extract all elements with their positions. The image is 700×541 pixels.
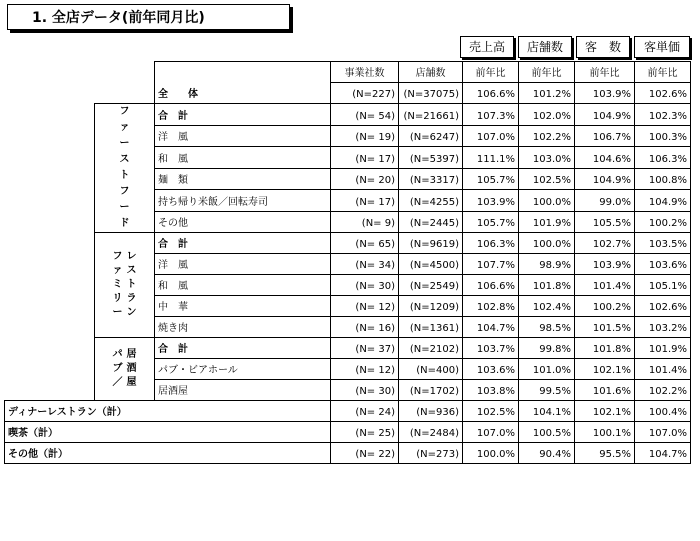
yoy-value-cell: 105.7%: [463, 211, 519, 233]
stores-count-cell: (N=1702): [399, 380, 463, 401]
yoy-value-cell: 103.7%: [463, 338, 519, 359]
metric-header-sales: 売上高: [460, 36, 514, 58]
data-table: [4, 61, 691, 464]
stores-count-cell: (N=400): [399, 359, 463, 380]
yoy-value-cell: 106.3%: [635, 147, 691, 169]
companies-count-cell: (N= 25): [331, 422, 399, 443]
companies-count-cell: (N= 65): [331, 233, 399, 254]
yoy-value-cell: 100.1%: [575, 422, 635, 443]
yoy-value-cell: 106.7%: [575, 125, 635, 147]
stores-count-cell: (N=6247): [399, 125, 463, 147]
yoy-value-cell: 106.6%: [463, 83, 519, 104]
yoy-value-cell: 100.2%: [575, 296, 635, 317]
stores-count-cell: (N=4500): [399, 254, 463, 275]
yoy-value-cell: 103.9%: [575, 254, 635, 275]
row-label: 和 風: [155, 275, 331, 296]
yoy-value-cell: 104.9%: [575, 104, 635, 126]
yoy-value-cell: 101.9%: [519, 211, 575, 233]
yoy-value-cell: 102.1%: [575, 401, 635, 422]
companies-count-cell: (N=227): [331, 83, 399, 104]
yoy-value-cell: 101.0%: [519, 359, 575, 380]
stores-count-cell: (N=9619): [399, 233, 463, 254]
yoy-value-cell: 101.9%: [635, 338, 691, 359]
yoy-value-cell: 98.9%: [519, 254, 575, 275]
row-label-total: ディナーレストラン（計）: [5, 401, 331, 422]
row-label: パブ・ビアホール: [155, 359, 331, 380]
yoy-value-cell: 101.8%: [519, 275, 575, 296]
yoy-value-cell: 105.7%: [463, 168, 519, 190]
metric-header-unit-price: 客単価: [634, 36, 690, 58]
blank-cell: [5, 233, 95, 338]
yoy-value-cell: 101.4%: [635, 359, 691, 380]
page-title-text: 1. 全店データ(前年同月比): [32, 10, 205, 26]
yoy-value-cell: 104.9%: [635, 190, 691, 212]
yoy-value-cell: 100.8%: [635, 168, 691, 190]
yoy-value-cell: 103.8%: [463, 380, 519, 401]
yoy-value-cell: 103.9%: [463, 190, 519, 212]
yoy-value-cell: 111.1%: [463, 147, 519, 169]
stores-count-cell: (N=273): [399, 443, 463, 464]
yoy-value-cell: 106.3%: [463, 233, 519, 254]
blank-cell: [5, 338, 95, 401]
blank-header-cell: [155, 62, 331, 83]
row-label: 焼き肉: [155, 317, 331, 338]
category-total-row: [5, 443, 691, 464]
companies-count-cell: (N= 20): [331, 168, 399, 190]
yoy-value-cell: 100.0%: [519, 190, 575, 212]
stores-header-cell: 店舗数: [399, 62, 463, 83]
yoy-value-cell: 102.4%: [519, 296, 575, 317]
yoy-value-cell: 98.5%: [519, 317, 575, 338]
yoy-value-cell: 107.7%: [463, 254, 519, 275]
companies-count-cell: (N= 19): [331, 125, 399, 147]
group-name-text: ファミリー: [112, 251, 123, 318]
blank-cell: [95, 62, 155, 83]
companies-count-cell: (N= 12): [331, 296, 399, 317]
yoy-value-cell: 105.5%: [575, 211, 635, 233]
yoy-value-cell: 105.1%: [635, 275, 691, 296]
yoy-value-cell: 102.6%: [635, 296, 691, 317]
blank-cell: [5, 104, 95, 233]
companies-count-cell: (N= 24): [331, 401, 399, 422]
yoy-value-cell: 104.7%: [635, 443, 691, 464]
yoy-value-cell: 107.0%: [463, 125, 519, 147]
yoy-header-cell: 前年比: [635, 62, 691, 83]
row-label: 合 計: [155, 104, 331, 126]
row-label: その他: [155, 211, 331, 233]
group-name-1: [95, 233, 155, 338]
yoy-value-cell: 102.0%: [519, 104, 575, 126]
companies-count-cell: (N= 9): [331, 211, 399, 233]
yoy-value-cell: 100.0%: [519, 233, 575, 254]
row-label: 麺 類: [155, 168, 331, 190]
yoy-value-cell: 101.4%: [575, 275, 635, 296]
row-label: 合 計: [155, 338, 331, 359]
yoy-value-cell: 104.6%: [575, 147, 635, 169]
companies-count-cell: (N= 37): [331, 338, 399, 359]
overall-row: [5, 83, 691, 104]
yoy-value-cell: 102.3%: [635, 104, 691, 126]
stores-count-cell: (N=2102): [399, 338, 463, 359]
stores-count-cell: (N=5397): [399, 147, 463, 169]
yoy-value-cell: 101.5%: [575, 317, 635, 338]
group-total-row: [5, 104, 691, 126]
yoy-value-cell: 102.5%: [519, 168, 575, 190]
yoy-value-cell: 107.0%: [463, 422, 519, 443]
row-label: 合 計: [155, 233, 331, 254]
row-label: 居酒屋: [155, 380, 331, 401]
stores-count-cell: (N=3317): [399, 168, 463, 190]
yoy-value-cell: 106.6%: [463, 275, 519, 296]
yoy-header-cell: 前年比: [463, 62, 519, 83]
yoy-value-cell: 103.6%: [635, 254, 691, 275]
yoy-value-cell: 103.6%: [463, 359, 519, 380]
metric-header-stores: 店舗数: [518, 36, 572, 58]
stores-count-cell: (N=936): [399, 401, 463, 422]
companies-header-cell: 事業社数: [331, 62, 399, 83]
yoy-value-cell: 102.1%: [575, 359, 635, 380]
yoy-value-cell: 103.5%: [635, 233, 691, 254]
row-label-total: 喫茶（計）: [5, 422, 331, 443]
stores-count-cell: (N=21661): [399, 104, 463, 126]
yoy-value-cell: 102.5%: [463, 401, 519, 422]
blank-cell: [5, 62, 95, 83]
metric-header-customers: 客 数: [576, 36, 630, 58]
yoy-value-cell: 100.5%: [519, 422, 575, 443]
yoy-value-cell: 101.2%: [519, 83, 575, 104]
yoy-value-cell: 104.7%: [463, 317, 519, 338]
yoy-value-cell: 100.2%: [635, 211, 691, 233]
row-label-overall: 全 体: [155, 83, 331, 104]
row-label: 中 華: [155, 296, 331, 317]
group-name-2: [95, 338, 155, 401]
group-name-text: レストラン: [126, 251, 137, 318]
companies-count-cell: (N= 54): [331, 104, 399, 126]
yoy-value-cell: 101.8%: [575, 338, 635, 359]
yoy-value-cell: 107.0%: [635, 422, 691, 443]
header-row: [5, 62, 691, 83]
stores-count-cell: (N=2445): [399, 211, 463, 233]
yoy-header-cell: 前年比: [575, 62, 635, 83]
yoy-value-cell: 102.7%: [575, 233, 635, 254]
yoy-value-cell: 103.9%: [575, 83, 635, 104]
row-label: 洋 風: [155, 125, 331, 147]
group-name-text: パブ／: [112, 349, 123, 388]
companies-count-cell: (N= 30): [331, 380, 399, 401]
stores-count-cell: (N=4255): [399, 190, 463, 212]
metric-header-group: [460, 36, 690, 58]
stores-count-cell: (N=2484): [399, 422, 463, 443]
yoy-value-cell: 101.6%: [575, 380, 635, 401]
yoy-value-cell: 95.5%: [575, 443, 635, 464]
yoy-value-cell: 90.4%: [519, 443, 575, 464]
companies-count-cell: (N= 30): [331, 275, 399, 296]
yoy-value-cell: 100.0%: [463, 443, 519, 464]
stores-count-cell: (N=1361): [399, 317, 463, 338]
yoy-header-cell: 前年比: [519, 62, 575, 83]
yoy-value-cell: 99.0%: [575, 190, 635, 212]
yoy-value-cell: 99.5%: [519, 380, 575, 401]
yoy-value-cell: 104.1%: [519, 401, 575, 422]
category-total-row: [5, 401, 691, 422]
page-title: [7, 4, 290, 30]
blank-cell: [5, 83, 95, 104]
group-total-row: [5, 233, 691, 254]
yoy-value-cell: 102.8%: [463, 296, 519, 317]
yoy-value-cell: 100.4%: [635, 401, 691, 422]
yoy-value-cell: 104.9%: [575, 168, 635, 190]
companies-count-cell: (N= 34): [331, 254, 399, 275]
yoy-value-cell: 99.8%: [519, 338, 575, 359]
companies-count-cell: (N= 12): [331, 359, 399, 380]
group-name-0: [95, 104, 155, 233]
yoy-value-cell: 102.2%: [519, 125, 575, 147]
yoy-value-cell: 107.3%: [463, 104, 519, 126]
blank-cell: [95, 83, 155, 104]
companies-count-cell: (N= 17): [331, 147, 399, 169]
yoy-value-cell: 102.2%: [635, 380, 691, 401]
category-total-row: [5, 422, 691, 443]
stores-count-cell: (N=37075): [399, 83, 463, 104]
row-label-total: その他（計）: [5, 443, 331, 464]
group-name-text: 居酒屋: [126, 349, 137, 388]
row-label: 和 風: [155, 147, 331, 169]
companies-count-cell: (N= 17): [331, 190, 399, 212]
stores-count-cell: (N=1209): [399, 296, 463, 317]
group-total-row: [5, 338, 691, 359]
stores-count-cell: (N=2549): [399, 275, 463, 296]
companies-count-cell: (N= 16): [331, 317, 399, 338]
companies-count-cell: (N= 22): [331, 443, 399, 464]
yoy-value-cell: 102.6%: [635, 83, 691, 104]
row-label: 持ち帰り米飯／回転寿司: [155, 190, 331, 212]
row-label: 洋 風: [155, 254, 331, 275]
yoy-value-cell: 103.0%: [519, 147, 575, 169]
group-name-text: ファーストフード: [119, 106, 130, 229]
yoy-value-cell: 103.2%: [635, 317, 691, 338]
yoy-value-cell: 100.3%: [635, 125, 691, 147]
